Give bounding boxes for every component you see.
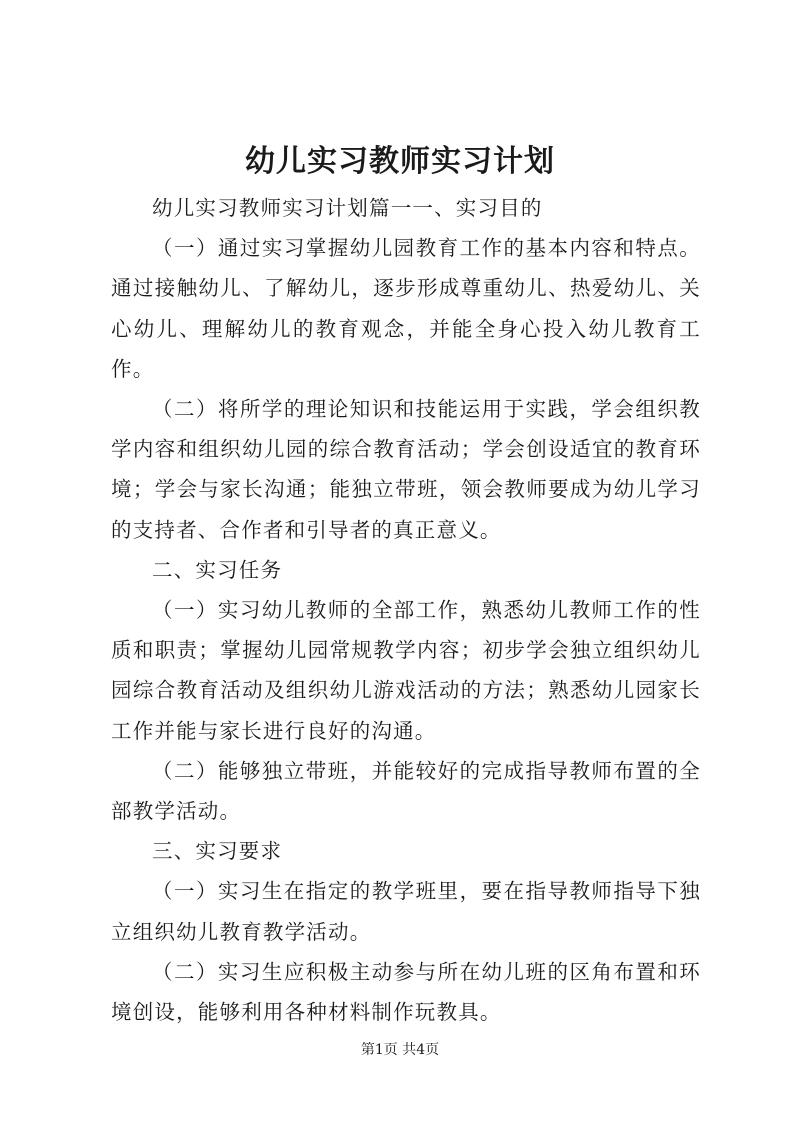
page-footer: 第1页 共4页 <box>360 1042 440 1058</box>
paragraph-3: （二）将所学的理论知识和技能运用于实践，学会组织教学内容和组织幼儿园的综合教育活动；学会创设适宜的教育环境；学会与家长沟通；能独立带班，领会教师要成为幼儿学习的支持者、合作者和引导者的真正意义。 <box>111 397 701 542</box>
paragraph-1: 幼儿实习教师实习计划篇一一、实习目的 <box>152 196 543 220</box>
paragraph-6: （一）实习生在指定的教学班里，要在指导教师指导下独立组织幼儿教育教学活动。 <box>111 879 701 944</box>
paragraph-7: （二）实习生应积极主动参与所在幼儿班的区角布置和环境创设，能够利用各种材料制作玩教具。 <box>111 959 701 1025</box>
paragraph-5: （二）能够独立带班，并能较好的完成指导教师布置的全部教学活动。 <box>111 758 701 824</box>
section-heading-tasks: 二、实习任务 <box>152 557 283 582</box>
paragraph-4: （一）实习幼儿教师的全部工作，熟悉幼儿教师工作的性质和职责；掌握幼儿园常规教学内容；初步学会独立组织幼儿园综合教育活动及组织幼儿游戏活动的方法；熟悉幼儿园家长工作并能与家长进行良好的沟通。 <box>111 598 701 743</box>
paragraph-2: （一）通过实习掌握幼儿园教育工作的基本内容和特点。通过接触幼儿、了解幼儿，逐步形成尊重幼儿、热爱幼儿、关心幼儿、理解幼儿的教育观念，并能全身心投入幼儿教育工作。 <box>111 236 701 381</box>
document-body <box>111 188 701 1032</box>
section-heading-requirements: 三、实习要求 <box>152 839 283 864</box>
document-title: 幼儿实习教师实习计划 <box>245 144 555 179</box>
